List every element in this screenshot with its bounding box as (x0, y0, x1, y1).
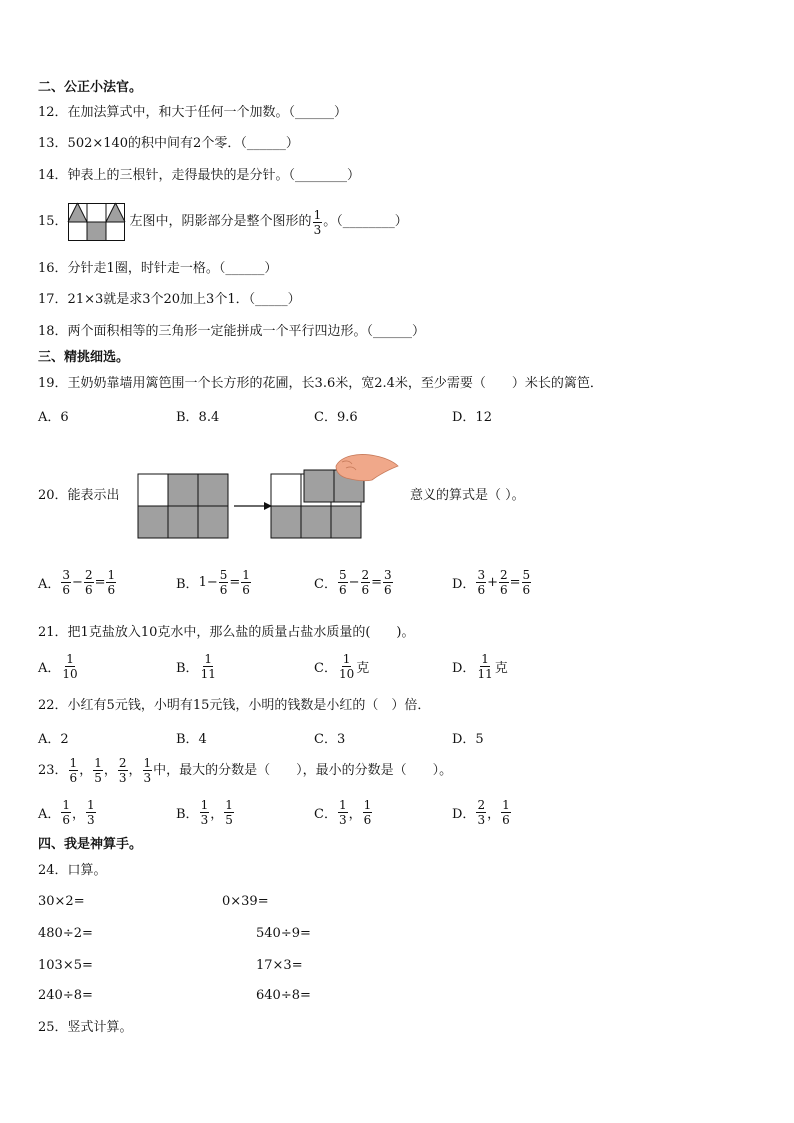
shaded-rectangle-figure (68, 203, 128, 241)
question-16: 16．分针走1圈，时针走一格。（______） (38, 261, 278, 276)
question-17: 17．21×3就是求3个20加上3个1．（_____） (38, 292, 301, 307)
question-19: 19．王奶奶靠墙用篱笆围一个长方形的花圃，长3.6米，宽2.4米，至少需要（ ）米长的篱笆． (38, 376, 603, 391)
q21-option-d[interactable]: D． $\frac{1}{11}$ 克 (452, 652, 508, 681)
calc-right-1: 0×39= (222, 894, 269, 909)
q23-option-c[interactable]: C． $\frac{1}{3}$ ， $\frac{1}{6}$ (314, 798, 372, 827)
calc-right-3: 17×3= (256, 958, 303, 973)
question-15-fraction: $\frac{1}{3}$ (313, 207, 322, 237)
calc-right-2: 540÷9= (256, 926, 311, 941)
figure-shaded-triangle-right (106, 203, 125, 222)
q22-option-a[interactable]: A．2 (38, 732, 69, 747)
q19-option-d[interactable]: D．12 (452, 410, 492, 425)
q20-option-a[interactable]: A． $\frac{3}{6}$ − $\frac{2}{6}$ = $\frac{1}{6}$ (38, 568, 116, 597)
question-15-text: 左图中，阴影部分是整个图形的 (129, 214, 312, 229)
q21-option-a[interactable]: A． $\frac{1}{10}$ (38, 652, 78, 681)
question-14: 14．钟表上的三根针，走得最快的是分针。（________） (38, 168, 361, 183)
question-20-figure (136, 452, 406, 542)
q21-option-c[interactable]: C． $\frac{1}{10}$ 克 (314, 652, 370, 681)
question-24: 24．口算。 (38, 863, 107, 878)
q19-option-b[interactable]: B．8.4 (176, 410, 220, 425)
q20-option-b[interactable]: B． 1− $\frac{5}{6}$ = $\frac{1}{6}$ (176, 568, 250, 597)
question-25: 25．竖式计算。 (38, 1020, 133, 1035)
q22-option-d[interactable]: D．5 (452, 732, 484, 747)
question-22: 22．小红有5元钱，小明有15元钱，小明的钱数是小红的（ ）倍． (38, 698, 431, 713)
figure-shaded-square (87, 222, 106, 241)
calc-left-3: 103×5= (38, 958, 93, 973)
question-13: 13．502×140的积中间有2个零．（______） (38, 136, 299, 151)
question-20-suffix: 意义的算式是（ ）。 (410, 488, 525, 503)
question-20-prefix: 20．能表示出 (38, 488, 120, 503)
section-title-3: 三、精挑细选。 (38, 350, 130, 365)
q22-option-b[interactable]: B．4 (176, 732, 207, 747)
q22-option-c[interactable]: C．3 (314, 732, 346, 747)
q23-option-a[interactable]: A． $\frac{1}{6}$ ， $\frac{1}{3}$ (38, 798, 95, 827)
question-15-figure (68, 203, 128, 241)
figure-shaded-triangle-left (68, 203, 87, 222)
question-21: 21．把1克盐放入10克水中，那么盐的质量占盐水质量的( )。 (38, 625, 415, 640)
question-15-tail: 。（________） (323, 214, 408, 229)
question-18: 18．两个面积相等的三角形一定能拼成一个平行四边形。（______） (38, 324, 426, 339)
q23-option-d[interactable]: D． $\frac{2}{3}$ ， $\frac{1}{6}$ (452, 798, 510, 827)
calc-left-2: 480÷2= (38, 926, 93, 941)
calc-left-1: 30×2= (38, 894, 85, 909)
q19-option-c[interactable]: C．9.6 (314, 410, 358, 425)
calc-left-4: 240÷8= (38, 988, 93, 1003)
q21-option-b[interactable]: B． $\frac{1}{11}$ (176, 652, 216, 681)
section-title-4: 四、我是神算手。 (38, 837, 143, 852)
question-23: 23． $\frac{1}{6}$ ， $\frac{1}{5}$ ， $\frac{2}{3}$ ， $\frac{1}{3}$ 中，最大的分数是（ ），最小的分数是（ ）。 (38, 756, 453, 785)
question-15-number: 15． (38, 214, 68, 229)
q20-option-c[interactable]: C． $\frac{5}{6}$ − $\frac{2}{6}$ = $\frac{3}{6}$ (314, 568, 392, 597)
section-title-2: 二、公正小法官。 (38, 80, 143, 95)
question-15 (38, 203, 408, 241)
q19-option-a[interactable]: A．6 (38, 410, 69, 425)
q20-option-d[interactable]: D． $\frac{3}{6}$ + $\frac{2}{6}$ = $\frac{5}{6}$ (452, 568, 531, 597)
hand-icon (336, 454, 398, 480)
question-12: 12．在加法算式中，和大于任何一个加数。（______） (38, 105, 348, 120)
q23-option-b[interactable]: B． $\frac{1}{3}$ ， $\frac{1}{5}$ (176, 798, 233, 827)
calc-right-4: 640÷8= (256, 988, 311, 1003)
